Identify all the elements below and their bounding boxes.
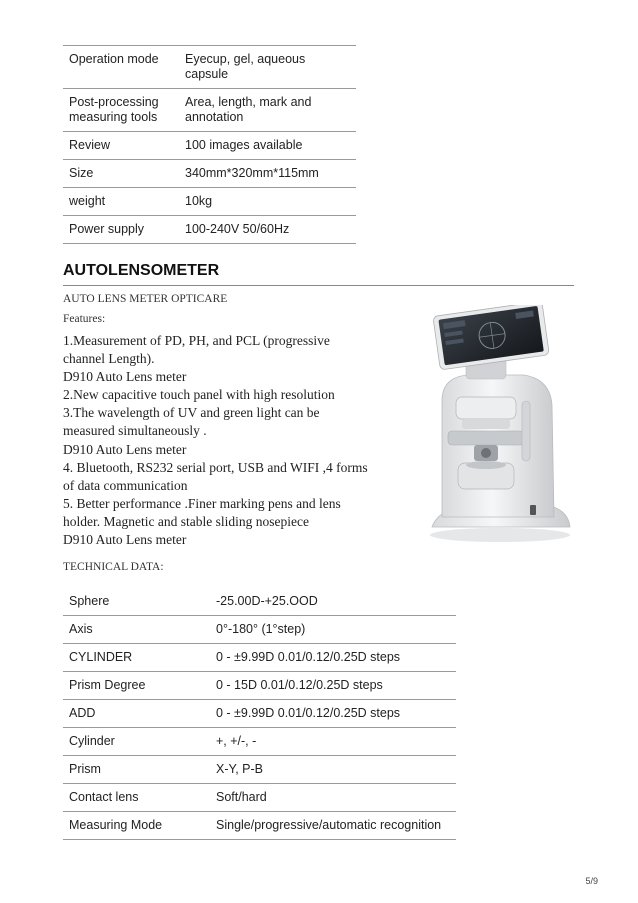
spec-label: Operation mode	[69, 52, 159, 66]
table-row	[63, 160, 356, 188]
tech-value: 0 - ±9.99D 0.01/0.12/0.25D steps	[216, 706, 401, 720]
tech-label: Prism Degree	[69, 678, 146, 692]
spec-value: 100-240V 50/60Hz	[185, 222, 290, 236]
product-subtitle: AUTO LENS METER OPTICARE	[63, 293, 228, 305]
tech-label: CYLINDER	[69, 650, 133, 664]
lensmeter-device-image	[418, 305, 578, 545]
table-row	[63, 644, 456, 672]
spec-label: Post-processing measuring tools	[69, 95, 159, 124]
tech-value: -25.00D-+25.OOD	[216, 594, 318, 608]
technical-data-table	[63, 588, 456, 840]
table-row	[63, 812, 456, 840]
tech-label: Measuring Mode	[69, 818, 163, 832]
table-row	[63, 784, 456, 812]
feature-line: channel Length).	[63, 351, 155, 367]
feature-line: 4. Bluetooth, RS232 serial port, USB and WIFI ,4 forms	[63, 459, 368, 475]
tech-label: Cylinder	[69, 734, 115, 748]
tech-value: Soft/hard	[216, 790, 267, 804]
table-row	[63, 672, 456, 700]
tech-label: Prism	[69, 762, 101, 776]
tech-value: X-Y, P-B	[216, 762, 264, 776]
table-row	[63, 588, 456, 616]
feature-line: D910 Auto Lens meter	[63, 441, 187, 457]
spec-value: Area, length, mark and annotation	[185, 95, 312, 124]
feature-line: holder. Magnetic and stable sliding nosepiece	[63, 513, 309, 529]
tech-label: Axis	[69, 622, 93, 636]
table-row	[63, 700, 456, 728]
section-title: AUTOLENSOMETER	[63, 262, 220, 279]
spec-label: Power supply	[69, 222, 145, 236]
spec-value: 10kg	[185, 194, 213, 208]
table-row	[63, 216, 356, 244]
feature-line: D910 Auto Lens meter	[63, 369, 187, 385]
spec-label: weight	[69, 194, 106, 208]
features-label: Features:	[63, 313, 106, 325]
table-row	[63, 46, 356, 89]
tech-value: Single/progressive/automatic recognition	[216, 818, 442, 832]
tech-value: 0 - 15D 0.01/0.12/0.25D steps	[216, 678, 383, 692]
section-divider	[63, 285, 574, 286]
tech-label: ADD	[69, 706, 96, 720]
feature-line: D910 Auto Lens meter	[63, 532, 187, 548]
spec-label: Review	[69, 138, 110, 152]
spec-value: Eyecup, gel, aqueous capsule	[185, 52, 306, 81]
table-row	[63, 728, 456, 756]
tech-value: +, +/-, -	[216, 734, 257, 748]
spec-table	[63, 45, 356, 244]
features-list	[63, 332, 403, 549]
feature-line: 1.Measurement of PD, PH, and PCL (progressive	[63, 333, 330, 348]
table-row	[63, 89, 356, 132]
table-row	[63, 132, 356, 160]
feature-line: 2.New capacitive touch panel with high resolution	[63, 387, 335, 403]
table-row	[63, 188, 356, 216]
feature-line: 3.The wavelength of UV and green light can be	[63, 405, 320, 421]
tech-value: 0°-180° (1°step)	[216, 622, 306, 636]
table-row	[63, 616, 456, 644]
tech-label: Contact lens	[69, 790, 139, 804]
feature-line: of data communication	[63, 477, 188, 493]
tech-value: 0 - ±9.99D 0.01/0.12/0.25D steps	[216, 650, 401, 664]
tech-label: Sphere	[69, 594, 110, 608]
table-row	[63, 756, 456, 784]
spec-value: 340mm*320mm*115mm	[185, 166, 319, 180]
feature-line: measured simultaneously .	[63, 423, 207, 439]
technical-data-label: TECHNICAL DATA:	[63, 561, 164, 573]
spec-label: Size	[69, 166, 94, 180]
spec-value: 100 images available	[185, 138, 303, 152]
feature-line: 5. Better performance .Finer marking pens and lens	[63, 495, 341, 511]
page-number: 5/9	[585, 876, 598, 886]
